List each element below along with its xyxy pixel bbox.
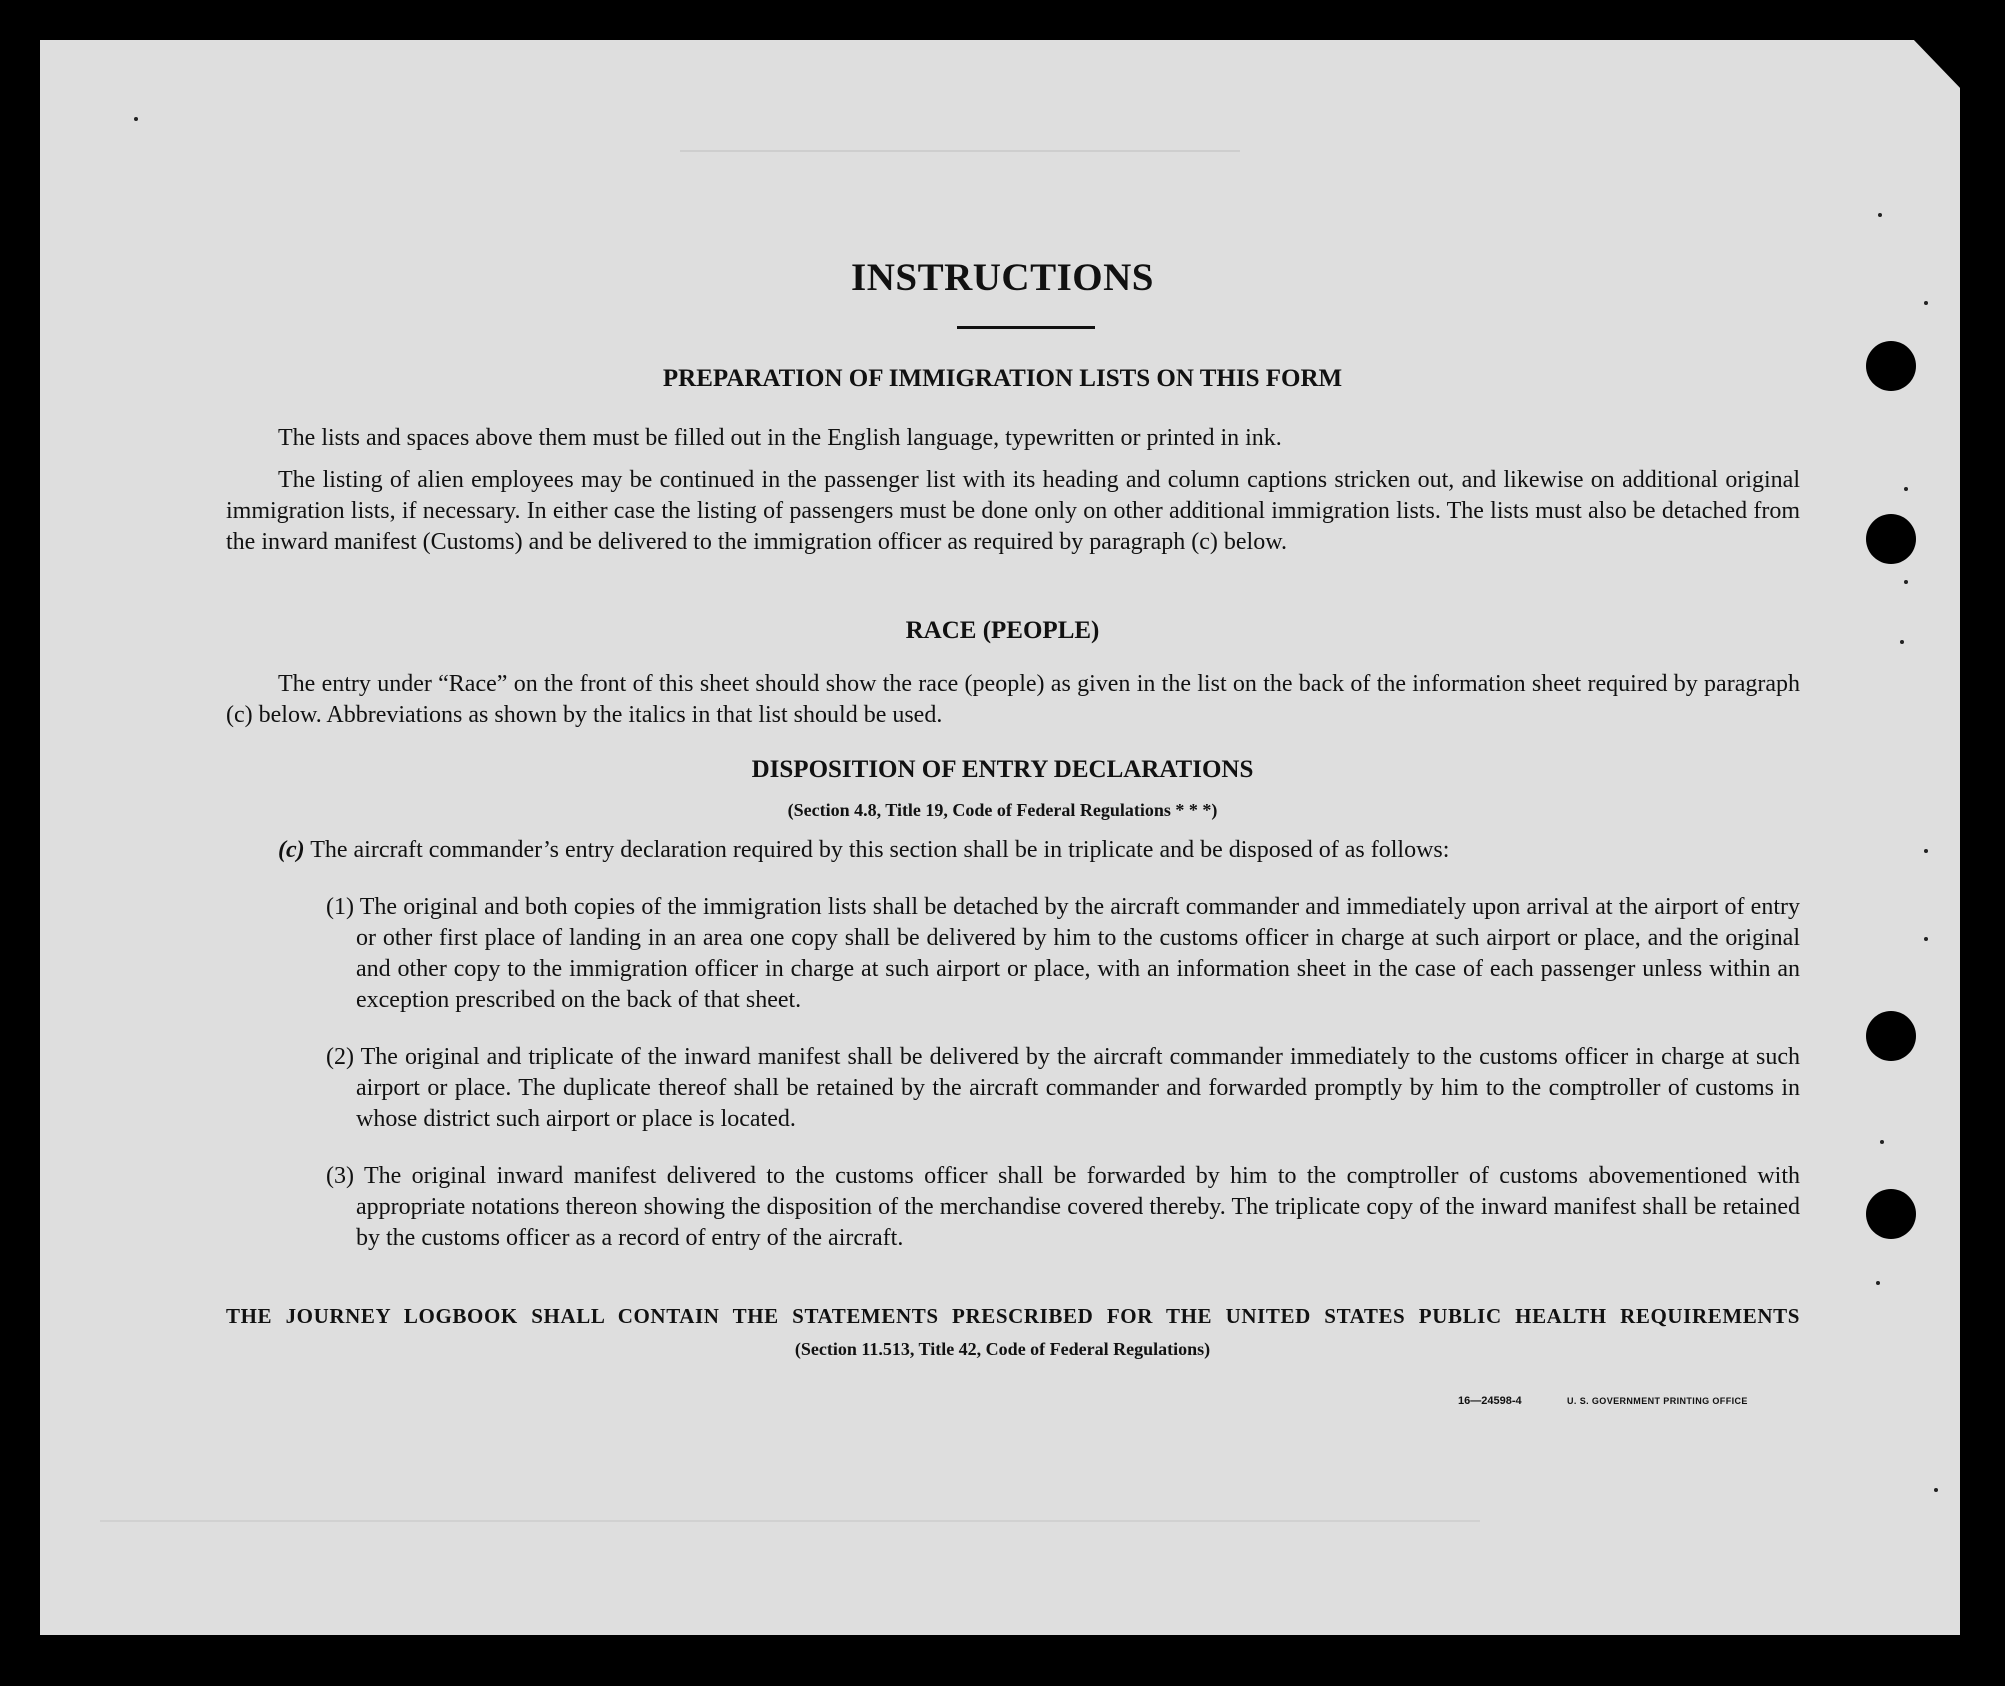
heading-race: RACE (PEOPLE) bbox=[905, 617, 1100, 644]
paragraph-c-label: (c) bbox=[278, 837, 305, 863]
disposition-citation: (Section 4.8, Title 19, Code of Federal Regulations * * *) bbox=[787, 800, 1218, 820]
item-number: (2) bbox=[326, 1044, 354, 1070]
item-number: (3) bbox=[326, 1163, 354, 1189]
public-health-statement: THE JOURNEY LOGBOOK SHALL CONTAIN THE STATEMENTS PRESCRIBED FOR THE UNITED STATES PUBLIC HEALTH REQUIREMENTS bbox=[226, 1304, 1800, 1328]
heading-disposition: DISPOSITION OF ENTRY DECLARATIONS bbox=[751, 756, 1254, 783]
disposition-intro bbox=[278, 835, 1808, 866]
race-para: The entry under “Race” on the front of this sheet should show the race (people) as given in the list on the back of the information sheet required by paragraph (c) below. Abbreviations as shown by the italics in that list should be used. bbox=[226, 671, 1800, 728]
item-text: The original and triplicate of the inward manifest shall be delivered by the aircraft commander immediately to the customs officer in charge at such airport or place. The duplicate thereof shall be retained by the aircraft commander and forwarded promptly by him to the comptroller of customs in whose district such airport or place is located. bbox=[356, 1044, 1800, 1132]
preparation-para-2: The listing of alien employees may be continued in the passenger list with its heading and column captions stricken out, and likewise on additional original immigration lists, if necessary. In either case the listing of passengers must be done only on other additional immigration lists. The lists must also be detached from the inward manifest (Customs) and be delivered to the immigration officer as required by paragraph (c) below. bbox=[226, 467, 1800, 555]
page-title: INSTRUCTIONS bbox=[851, 256, 1154, 299]
disposition-item-2 bbox=[326, 1042, 1800, 1135]
heading-preparation: PREPARATION OF IMMIGRATION LISTS ON THIS FORM bbox=[662, 365, 1343, 392]
printer-name: U. S. GOVERNMENT PRINTING OFFICE bbox=[1567, 1396, 1748, 1406]
disposition-item-3 bbox=[326, 1161, 1800, 1254]
form-print-code: 16—24598-4 bbox=[1458, 1395, 1522, 1407]
item-text: The original and both copies of the immigration lists shall be detached by the aircraft commander and immediately upon arrival at the airport of entry or other first place of landing in an area one copy shall be delivered by him to the customs officer in charge at such airport or place, and the original and other copy to the immigration officer in charge at such airport or place, with an information sheet in the case of each passenger unless within an exception prescribed on the back of that sheet. bbox=[356, 894, 1800, 1013]
item-number: (1) bbox=[326, 894, 354, 920]
disposition-item-1 bbox=[326, 892, 1800, 1016]
title-rule bbox=[957, 326, 1095, 329]
disposition-intro-text: The aircraft commander’s entry declaration required by this section shall be in triplicate and be disposed of as follows: bbox=[310, 837, 1450, 863]
preparation-para-1: The lists and spaces above them must be filled out in the English language, typewritten or printed in ink. bbox=[278, 425, 1282, 451]
public-health-citation: (Section 11.513, Title 42, Code of Federal Regulations) bbox=[794, 1339, 1211, 1359]
item-text: The original inward manifest delivered to the customs officer shall be forwarded by him to the comptroller of customs abovementioned with appropriate notations thereon showing the disposition of the merchandise covered thereby. The triplicate copy of the inward manifest shall be retained by the customs officer as a record of entry of the aircraft. bbox=[356, 1163, 1800, 1251]
